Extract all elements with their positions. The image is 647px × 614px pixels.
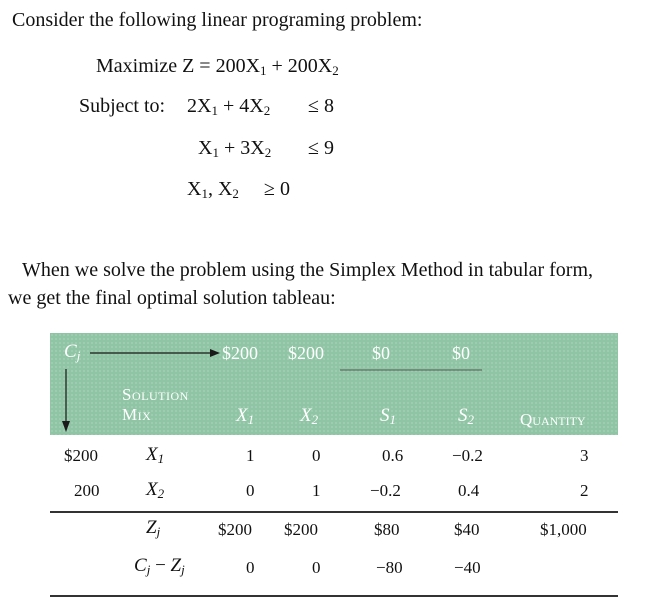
row-2-quantity: 2	[580, 481, 589, 500]
paragraph-line-2: we get the final optimal solution tableau:	[8, 287, 336, 309]
row-1-basis-var: $X_1$	[146, 444, 165, 466]
row-2-basis-cost: 200	[74, 481, 100, 500]
row-2-s1: −0.2	[370, 481, 401, 500]
zj-x2: $200	[284, 520, 318, 539]
cost-s2: $0	[452, 343, 470, 363]
nonnegativity-rhs: ≥ 0	[264, 178, 290, 200]
row-1-quantity: 3	[580, 446, 589, 465]
header-x2: $X_2$	[300, 405, 319, 427]
paragraph-line-1: When we solve the problem using the Simplex Method in tabular form,	[22, 259, 593, 281]
row-2-s2: 0.4	[458, 481, 480, 500]
nonnegativity-lhs: $X_1$, $X_2$	[187, 178, 239, 201]
solution-mix-label: Solution Mix	[122, 385, 189, 424]
row-1-x1: 1	[246, 446, 255, 465]
constraint-1-rhs: ≤ 8	[308, 95, 334, 117]
cj-minus-zj-label: $C_j - Z_j$	[134, 555, 185, 577]
zj-x1: $200	[218, 520, 252, 539]
header-s2: $S_2$	[458, 405, 474, 427]
rule-bottom	[50, 595, 618, 597]
cjzj-s2: −40	[454, 558, 481, 577]
row-1-s1: 0.6	[382, 446, 404, 465]
cjzj-x1: 0	[246, 558, 255, 577]
row-1-s2: −0.2	[452, 446, 483, 465]
cjzj-x2: 0	[312, 558, 321, 577]
quantity-label: Quantity	[520, 410, 586, 429]
constraint-2-rhs: ≤ 9	[308, 137, 334, 159]
row-1-basis-cost: $200	[64, 446, 98, 465]
cost-x2: $200	[288, 343, 324, 363]
row-2-x1: 0	[246, 481, 255, 500]
zj-s2: $40	[454, 520, 480, 539]
row-2-basis-var: $X_2$	[146, 479, 165, 501]
row-2-x2: 1	[312, 481, 321, 500]
objective-function: Maximize $Z = 200X_1 + 200X_2$	[96, 55, 339, 78]
rule-above-zj	[50, 511, 618, 513]
constraint-1-lhs: $2X_1 + 4X_2$	[187, 95, 271, 118]
cjzj-s1: −80	[376, 558, 403, 577]
cost-s1: $0	[372, 343, 390, 363]
simplex-tableau	[50, 333, 618, 613]
cost-x1: $200	[222, 343, 258, 363]
zj-label: $Z_j$	[146, 517, 161, 539]
cj-label: $C_j$	[64, 341, 81, 363]
header-x1: $X_1$	[236, 405, 255, 427]
zj-quantity: $1,000	[540, 520, 587, 539]
row-1-x2: 0	[312, 446, 321, 465]
constraint-2-lhs: $X_1 + 3X_2$	[198, 137, 272, 160]
zj-s1: $80	[374, 520, 400, 539]
header-s1: $S_1$	[380, 405, 396, 427]
intro-text: Consider the following linear programing problem:	[12, 9, 423, 31]
subject-to-label: Subject to:	[79, 95, 166, 117]
